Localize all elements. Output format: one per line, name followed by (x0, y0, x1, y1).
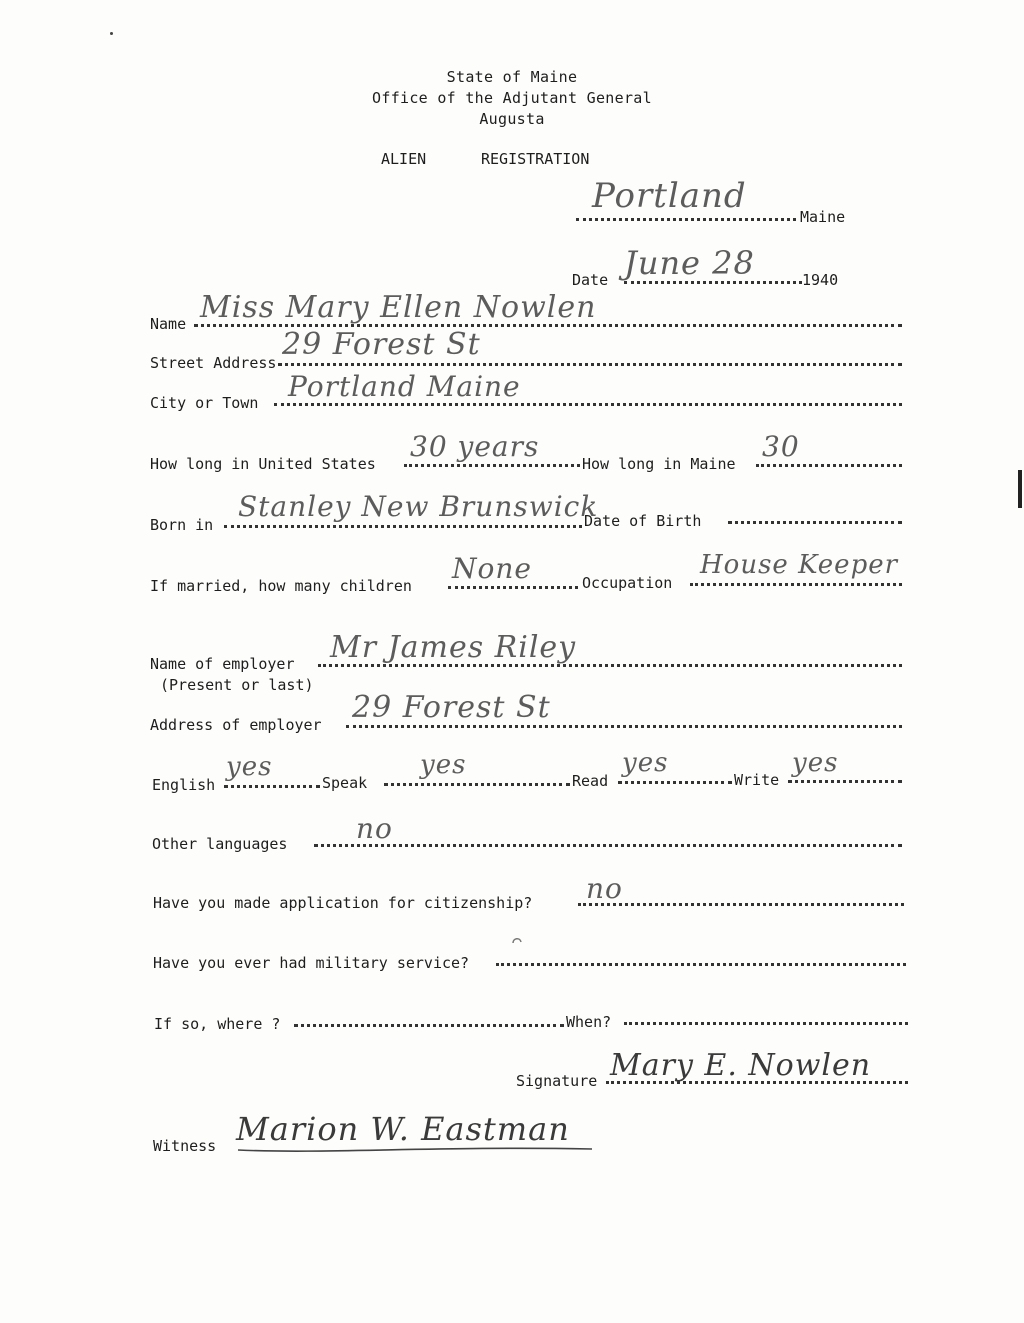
how-long-us-value: 30 years (410, 430, 540, 463)
born-in-label: Born in (150, 516, 214, 534)
header-state: State of Maine (446, 68, 578, 86)
read-label: Read (572, 772, 609, 790)
place-handwritten: Portland (592, 176, 747, 216)
military-pen-mark (510, 935, 524, 947)
date-label: Date (572, 271, 609, 289)
born-in-value: Stanley New Brunswick (238, 490, 599, 523)
employer-address-value: 29 Forest St (352, 690, 551, 725)
occupation-dots (690, 579, 902, 586)
citizenship-value: no (586, 872, 623, 905)
children-value: None (452, 552, 532, 585)
speak-label: Speak (322, 774, 368, 792)
employer-address-label: Address of employer (150, 716, 322, 734)
children-label: If married, how many children (150, 577, 412, 595)
title-alien: ALIEN (381, 150, 427, 168)
speak-value: yes (420, 750, 467, 780)
signature-label: Signature (516, 1072, 598, 1090)
header-office: Office of the Adjutant General (372, 89, 652, 107)
write-value: yes (792, 748, 839, 778)
if-so-where-label: If so, where ? (154, 1015, 281, 1033)
how-long-maine-label: How long in Maine (582, 455, 736, 473)
citizenship-dots (578, 899, 904, 906)
write-label: Write (734, 771, 780, 789)
date-of-birth-dots (728, 517, 902, 524)
name-value: Miss Mary Ellen Nowlen (200, 290, 597, 325)
header-city: Augusta (479, 110, 545, 128)
other-languages-value: no (356, 812, 393, 845)
english-label: English (152, 776, 216, 794)
other-languages-label: Other languages (152, 835, 288, 853)
paper-speck (110, 32, 113, 35)
occupation-label: Occupation (582, 574, 673, 592)
name-label: Name (150, 315, 187, 333)
title-registration: REGISTRATION (481, 150, 590, 168)
city-value: Portland Maine (288, 370, 521, 403)
english-value: yes (226, 752, 273, 782)
military-label: Have you ever had military service? (153, 954, 470, 972)
witness-label: Witness (153, 1137, 217, 1155)
other-languages-dots (314, 840, 902, 847)
employer-value: Mr James Riley (330, 630, 577, 665)
date-year: 1940 (802, 271, 839, 289)
read-value: yes (622, 748, 669, 778)
english-dots (224, 781, 320, 788)
when-dots (624, 1018, 908, 1025)
employer-sublabel: (Present or last) (160, 676, 314, 694)
speak-dots (384, 779, 570, 786)
when-label: When? (566, 1013, 612, 1031)
signature-value: Mary E. Nowlen (610, 1048, 872, 1083)
date-of-birth-label: Date of Birth (584, 512, 702, 530)
if-so-where-dots (294, 1020, 564, 1027)
city-label: City or Town (150, 394, 259, 412)
witness-underline (236, 1144, 596, 1156)
military-dots (496, 959, 906, 966)
date-handwritten: June 28 (624, 244, 755, 282)
scan-edge-mark (1018, 470, 1022, 508)
street-label: Street Address (150, 354, 277, 372)
witness-value: Marion W. Eastman (236, 1110, 570, 1148)
how-long-us-label: How long in United States (150, 455, 376, 473)
street-value: 29 Forest St (282, 327, 481, 362)
how-long-maine-value: 30 (762, 430, 800, 463)
citizenship-label: Have you made application for citizenship? (153, 894, 533, 912)
employer-label: Name of employer (150, 655, 295, 673)
place-suffix: Maine (800, 208, 846, 226)
read-dots (618, 777, 732, 784)
occupation-value: House Keeper (700, 550, 899, 580)
